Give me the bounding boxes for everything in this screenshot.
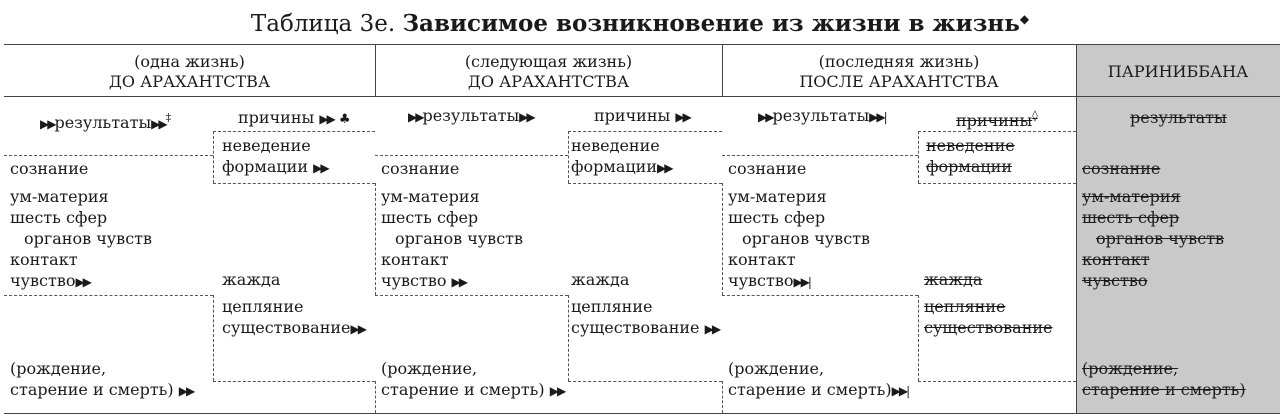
dashed-border (4, 295, 213, 296)
table-bottom-rule (4, 413, 1280, 414)
dashed-border (213, 381, 375, 382)
dashed-border (4, 155, 213, 156)
dashed-border (213, 295, 214, 381)
header-last-life: (последняя жизнь) ПОСЛЕ АРАХАНТСТВА (799, 52, 999, 91)
subheader-causes-2: причины ▶▶ (594, 106, 690, 125)
dashed-border (568, 131, 569, 183)
dashed-border (722, 295, 918, 296)
dashed-border (918, 183, 1076, 184)
term-craving: жажда (571, 270, 630, 289)
term-mind-matter-group-struck: ум-материя шесть сфер органов чувств контакт чувство (1082, 187, 1225, 290)
term-consciousness: сознание (10, 159, 89, 178)
term-consciousness: сознание (728, 159, 807, 178)
subheader-results-4: результаты (1130, 108, 1227, 127)
term-consciousness-struck: сознание (1082, 159, 1161, 178)
subheader-causes-3: причины◊ (956, 109, 1038, 130)
col-divider-3 (1076, 44, 1077, 414)
term-ignorance-formations: неведение формации ▶▶ (222, 136, 328, 176)
term-consciousness: сознание (381, 159, 460, 178)
term-ignorance-formations-struck: неведение формации (926, 136, 1015, 176)
subheader-results-3: ▶▶результаты▶▶| (758, 106, 886, 125)
term-craving-struck: жажда (924, 270, 983, 289)
table-top-rule (4, 44, 1280, 45)
dashed-border (213, 131, 214, 183)
term-clinging-existence: цепляние существование ▶▶ (571, 297, 720, 337)
dashed-border (722, 155, 918, 156)
subheader-results-2: ▶▶результаты▶▶ (408, 106, 534, 125)
dashed-border (375, 155, 568, 156)
term-birth-aging-death: (рождение, старение и смерть) ▶▶ (10, 359, 194, 399)
dashed-border (918, 131, 1076, 132)
dashed-border (722, 381, 723, 413)
dependent-origination-table (4, 44, 1280, 414)
subheader-results-1: ▶▶результаты▶▶‡ (40, 111, 172, 132)
dashed-border (568, 295, 569, 381)
dashed-border (918, 381, 1076, 382)
header-next-life: (следующая жизнь) ДО АРАХАНТСТВА (464, 52, 633, 91)
dashed-border (568, 183, 722, 184)
header-parinibbana: ПАРИНИББАНА (1107, 62, 1249, 81)
dashed-border (918, 295, 919, 381)
dashed-border (375, 381, 376, 413)
term-birth-aging-death: (рождение, старение и смерть) ▶▶ (381, 359, 565, 399)
term-craving: жажда (222, 270, 281, 289)
dashed-border (722, 183, 723, 295)
dashed-border (375, 183, 376, 295)
term-birth-aging-death: (рождение, старение и смерть)▶▶| (728, 359, 909, 399)
term-birth-aging-death-struck: (рождение, старение и смерть) (1082, 359, 1246, 399)
dashed-border (375, 295, 568, 296)
term-mind-matter-group: ум-материя шесть сфер органов чувств контакт чувство▶▶ (10, 187, 153, 290)
dashed-border (568, 131, 722, 132)
term-mind-matter-group: ум-материя шесть сфер органов чувств контакт чувство▶▶| (728, 187, 871, 290)
header-one-life: (одна жизнь) ДО АРАХАНТСТВА (108, 52, 271, 91)
term-clinging-existence-struck: цепляние существование (924, 297, 1053, 337)
dashed-border (213, 183, 375, 184)
dashed-border (918, 131, 919, 183)
term-clinging-existence: цепляние существование▶▶ (222, 297, 365, 337)
term-ignorance-formations: неведение формации▶▶ (571, 136, 672, 176)
dashed-border (568, 381, 722, 382)
page-title: Таблица 3е. Зависимое возникновение из жизни в жизнь◆ (250, 10, 1030, 37)
term-mind-matter-group: ум-материя шесть сфер органов чувств контакт чувство ▶▶ (381, 187, 524, 290)
subheader-causes-1: причины ▶▶ ♣ (238, 108, 351, 127)
dashed-border (213, 131, 375, 132)
header-rule (4, 96, 1280, 97)
